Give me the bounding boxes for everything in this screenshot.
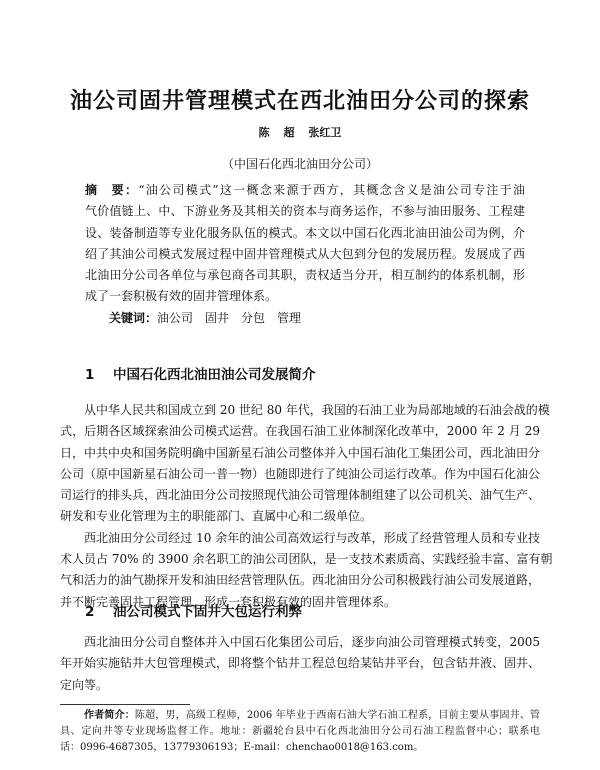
abstract-line: 气价值链上、中、下游业务及其相关的资本与商务运作，不参与油田服务、工程建 xyxy=(85,204,525,219)
body-line: 术人员占 70% 的 3900 余名职工的油公司团队，是一支技术素质高、实践经验丰富、富有朝 xyxy=(60,552,553,567)
body-line: 式，后期各区域探索油公司模式运营。在我国石油工业体制深化改革中，2000 年 2 月 29 xyxy=(60,424,540,439)
footnote xyxy=(60,708,540,756)
section-1-body xyxy=(60,400,553,613)
body-line: 并不断完善固井工程管理，形成一套积极有效的固井管理体系。 xyxy=(60,594,397,609)
authors: 陈 超 张红卫 xyxy=(258,126,342,139)
section-1-heading: 1 中国石化西北油田油公司发展简介 xyxy=(85,367,316,383)
abstract-line: 摘 要：“油公司模式”这一概念来源于西方，其概念含义是油公司专注于油 xyxy=(85,183,525,197)
footnote-line: 具、定向井等专业现场监督工作。地址：新疆轮台县中石化西北油田分公司石油工程监督中心；联系电 xyxy=(60,726,540,737)
keywords xyxy=(85,308,525,329)
body-line: 日，中共中央和国务院明确中国新星石油公司整体并入中国石油化工集团公司，西北油田分 xyxy=(60,445,541,460)
body-line: 西北油田分公司经过 10 余年的油公司高效运行与改革，形成了经营管理人员和专业技 xyxy=(84,530,540,545)
body-line: 气和活力的油气勘探开发和油田经营管理队伍。西北油田分公司积极践行油公司发展道路， xyxy=(60,573,541,588)
body-line: 定向等。 xyxy=(60,677,109,692)
abstract-label: 摘 要： xyxy=(85,183,139,197)
section-2-body xyxy=(60,632,540,696)
footnote-line: 作者简介：陈超，男，高级工程师，2006 年毕业于西南石油大学石油工程系，目前主要从事固井、管 xyxy=(84,710,541,721)
body-line: 西北油田分公司自整体并入中国石化集团公司后，逐步向油公司管理模式转变，2005 xyxy=(84,635,540,649)
body-line: 公司（原中国新星石油公司一普一物）也随即进行了纯油公司运行改革。作为中国石化油公 xyxy=(60,466,541,481)
footnote-label: 作者简介： xyxy=(84,710,135,721)
footnote-divider xyxy=(60,704,190,705)
affiliation: （中国石化西北油田分公司） xyxy=(221,157,378,171)
keywords-label: 关键词： xyxy=(109,310,158,325)
abstract-line: 成了一套积极有效的固井管理体系。 xyxy=(85,289,278,304)
footnote-line: 话：0996-4687305，13779306193；E-mail：chenchao0018@163.com。 xyxy=(60,742,424,753)
body-line: 司运行的排头兵，西北油田分公司按照现代油公司管理体制组建了以公司机关、油气生产、 xyxy=(60,488,541,503)
keywords-list: 油公司 固井 分包 管理 xyxy=(157,310,302,325)
abstract-line: 绍了其油公司模式发展过程中固井管理模式从大包到分包的发展历程。发展成了西 xyxy=(85,246,525,261)
section-2-heading: 2 油公司模式下固井大包运行利弊 xyxy=(85,604,302,620)
body-line: 研发和专业化管理为主的职能部门、直属中心和二级单位。 xyxy=(60,509,373,524)
paper-title: 油公司固井管理模式在西北油田分公司的探索 xyxy=(69,89,530,114)
abstract-line: 北油田分公司各单位与承包商各司其职，责权适当分开，相互制约的体系机制，形 xyxy=(85,268,525,283)
body-line: 年开始实施钻井大包管理模式，即将整个钻井工程总包给某钻井平台，包含钻井液、固井、 xyxy=(60,656,541,671)
abstract xyxy=(85,180,525,329)
abstract-line: 设、装备制造等专业化服务队伍的模式。本文以中国石化西北油田油公司为例，介 xyxy=(85,225,525,240)
body-line: 从中华人民共和国成立到 20 世纪 80 年代，我国的石油工业为局部地域的石油会战的模 xyxy=(84,403,550,417)
